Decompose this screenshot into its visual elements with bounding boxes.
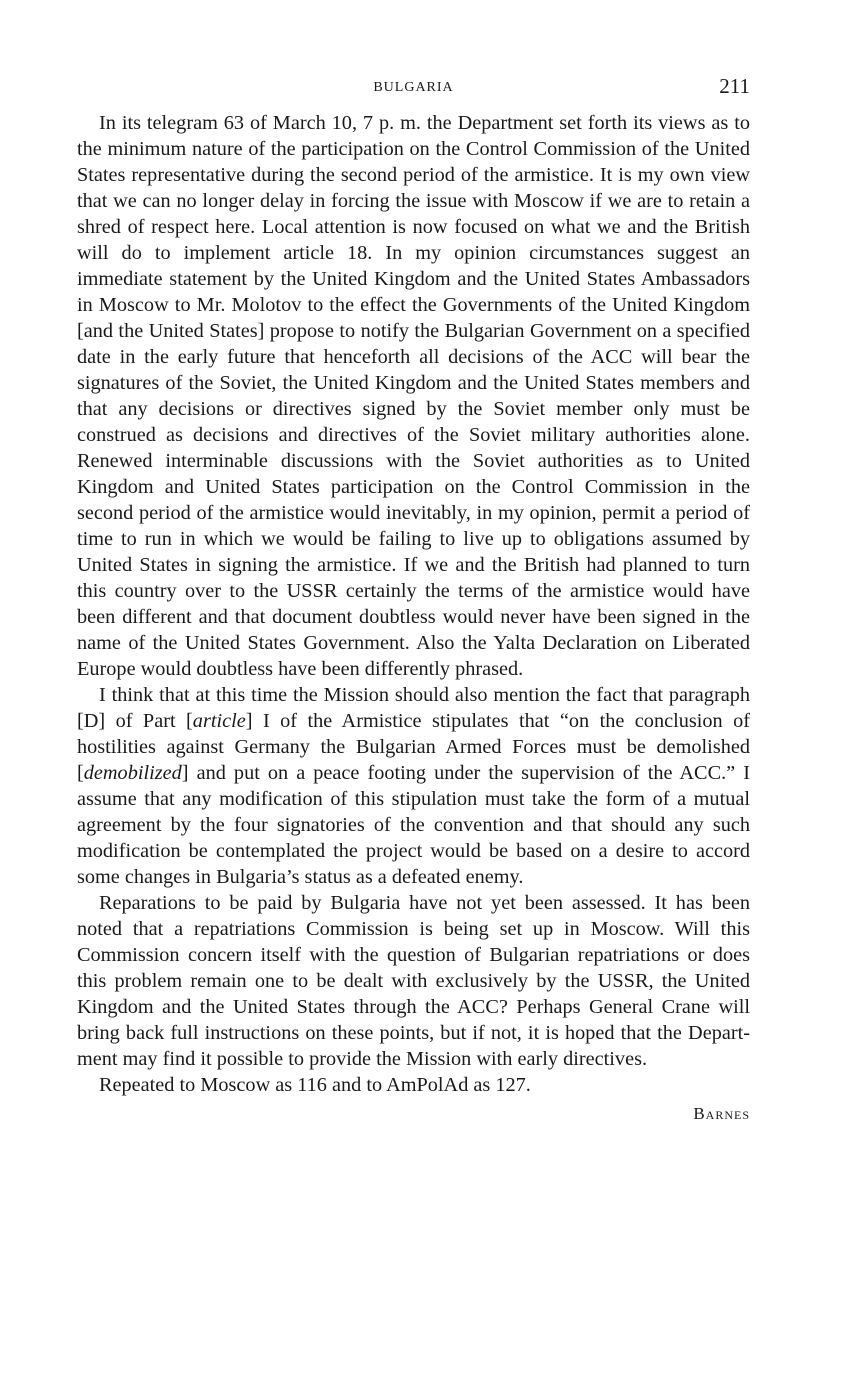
running-title: BULGARIA [373,80,454,95]
paragraph-2-text-b: ] I of the Armistice stipulates that “on the conclusion of hostilities against Germany the Bulgarian Armed Forces must be demolished [ [77,710,750,784]
document-page [77,70,750,1124]
document-body [77,110,750,1098]
editorial-insertion-article: article [192,710,246,732]
editorial-insertion-demobilized: demobilized [83,762,182,784]
paragraph-1: In its telegram 63 of March 10, 7 p. m. the Department set forth its views as to the minimum nature of the participation on the Control Commission of the United States representative during the second period of the armistice. It is my own view that we can no longer delay in forcing the issue with Moscow if we are to retain a shred of respect here. Local attention is now focused on what we and the British will do to implement article 18. In my opinion circumstances suggest an immediate statement by the United Kingdom and the United States Ambassadors in Moscow to Mr. Molotov to the effect the Governments of the United Kingdom [and the United States] propose to notify the Bulgarian Government on a specified date in the early future that henceforth all decisions of the ACC will bear the signatures of the Soviet, the United Kingdom and the United States members and that any decisions or directives signed by the Soviet member only must be construed as decisions and directives of the Soviet military authorities alone. Renewed interminable discussions with the Soviet authorities as to United Kingdom and United States participation on the Control Commission in the second period of the armistice would inevitably, in my opinion, permit a period of time to run in which we would be failing to live up to obligations assumed by United States in signing the armistice. If we and the British had planned to turn this country over to the USSR certainly the terms of the armistice would have been different and that document doubtless would never have been signed in the name of the United States Government. Also the Yalta Declaration on Liberated Europe would doubtless have been differently phrased. [77,112,750,680]
paragraph-3: Reparations to be paid by Bulgaria have not yet been assessed. It has been noted that a repatriations Commission is being set up in Moscow. Will this Commission concern itself with the question of Bulgarian repatriations or does this problem remain one to be dealt with exclusively by the USSR, the United Kingdom and the United States through the ACC? Perhaps General Crane will bring back full instructions on these points, but if not, it is hoped that the Department may find it possible to provide the Mission with early directives. [77,892,750,1070]
signature: Barnes [693,1104,750,1123]
page-number: 211 [719,74,750,98]
running-header [77,70,750,110]
paragraph-2-text-c: ] and put on a peace footing under the supervision of the ACC.” I assume that any modification of this stipulation must take the form of a mutual agreement by the four signatories of the convention and that should any such modification be contemplated the project would be based on a desire to accord some changes in Bulgaria’s status as a defeated enemy. [77,762,750,888]
paragraph-4: Repeated to Moscow as 116 and to AmPolAd as 127. [99,1074,531,1096]
paragraph-2 [77,682,750,890]
paragraph-2-text-a: I think that at this time the Mission should also mention the fact that paragraph [D] of Part [ [77,684,750,732]
